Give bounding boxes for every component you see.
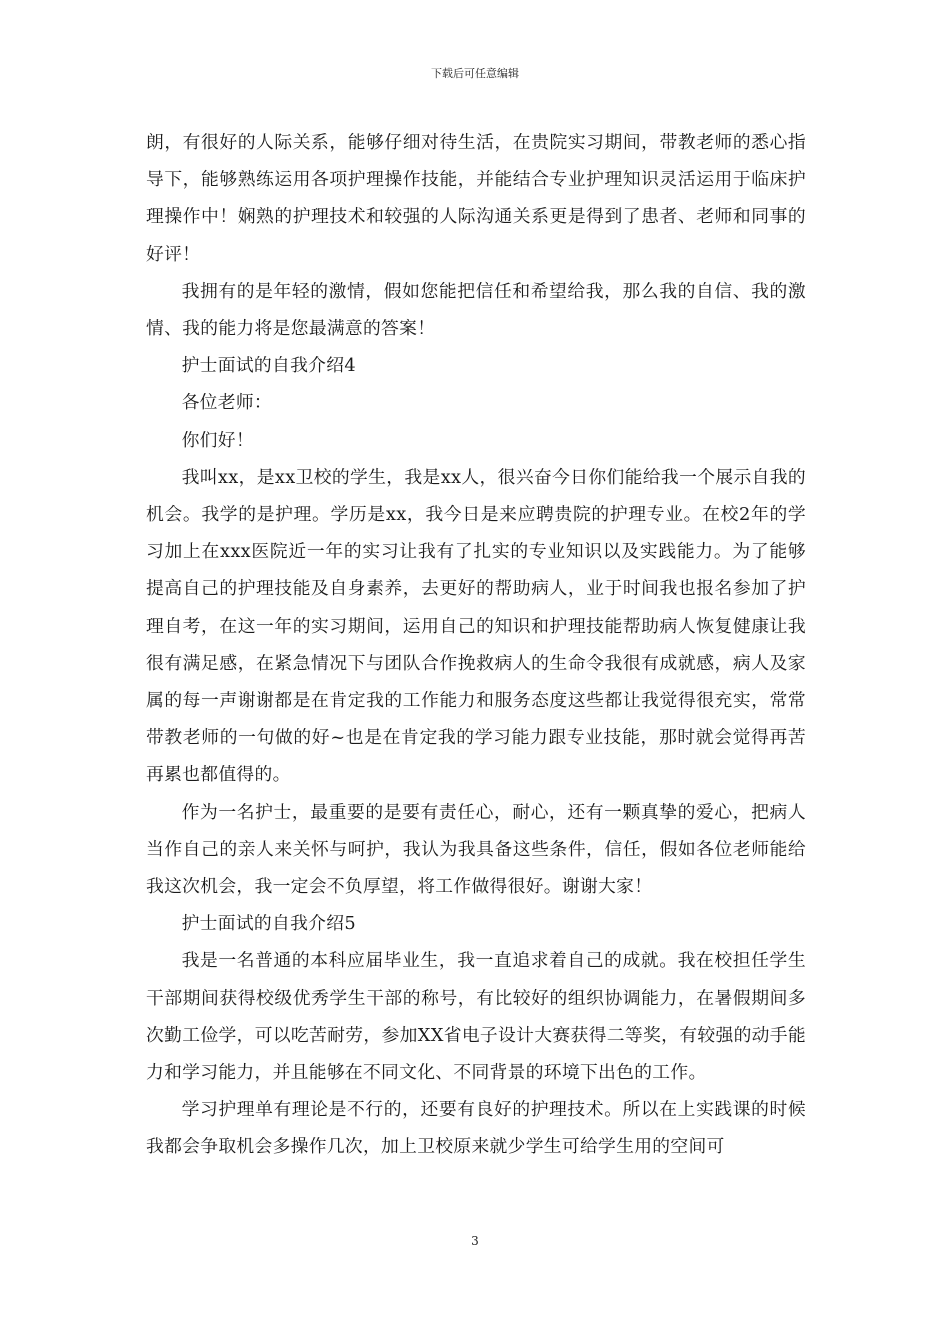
document-body [146,124,806,1166]
greeting-salutation: 各位老师： [181,392,273,414]
paragraph: 学习护理单有理论是不行的，还要有良好的护理技术。所以在上实践课的时候我都会争取机会多操作几次，加上卫校原来就少学生可给学生用的空间可 [146,1099,806,1158]
greeting-hello: 你们好！ [181,429,254,451]
paragraph: 作为一名护士，最重要的是要有责任心，耐心，还有一颗真挚的爱心，把病人当作自己的亲人来关怀与呵护，我认为我具备这些条件，信任，假如各位老师能给我这次机会，我一定会不负厚望，将工作做得很好。谢谢大家！ [146,801,806,898]
page-header: 下载后可任意编辑 [431,67,519,80]
section-heading-4: 护士面试的自我介绍4 [181,355,356,377]
paragraph-continued: 朗，有很好的人际关系，能够仔细对待生活，在贵院实习期间，带教老师的悉心指导下，能够熟练运用各项护理操作技能，并能结合专业护理知识灵活运用于临床护理操作中！娴熟的护理技术和较强的人际沟通关系更是得到了患者、老师和同事的好评！ [146,132,806,265]
paragraph: 我拥有的是年轻的激情，假如您能把信任和希望给我，那么我的自信、我的激情、我的能力将是您最满意的答案！ [146,280,806,340]
section-heading-5: 护士面试的自我介绍5 [181,913,356,935]
paragraph: 我叫xx，是xx卫校的学生，我是xx人，很兴奋今日你们能给我一个展示自我的机会。我学的是护理。学历是xx，我今日是来应聘贵院的护理专业。在校2年的学习加上在xxx医院近一年的实习让我有了扎实的专业知识以及实践能力。为了能够提高自己的护理技能及自身素养，去更好的帮助病人，业于时间我也报名参加了护理自考，在这一年的实习期间，运用自己的知识和护理技能帮助病人恢复健康让我很有满足感，在紧急情况下与团队合作挽救病人的生命令我很有成就感，病人及家属的每一声谢谢都是在肯定我的工作能力和服务态度这些都让我觉得很充实，常常带教老师的一句做的好~也是在肯定我的学习能力跟专业技能，那时就会觉得再苦再累也都值得的。 [146,466,806,786]
paragraph: 我是一名普通的本科应届毕业生，我一直追求着自己的成就。我在校担任学生干部期间获得校级优秀学生干部的称号，有比较好的组织协调能力，在暑假期间多次勤工俭学，可以吃苦耐劳，参加XX省电子设计大赛获得二等奖，有较强的动手能力和学习能力，并且能够在不同文化、不同背景的环境下出色的工作。 [146,950,806,1084]
page-number: 3 [471,1234,479,1248]
